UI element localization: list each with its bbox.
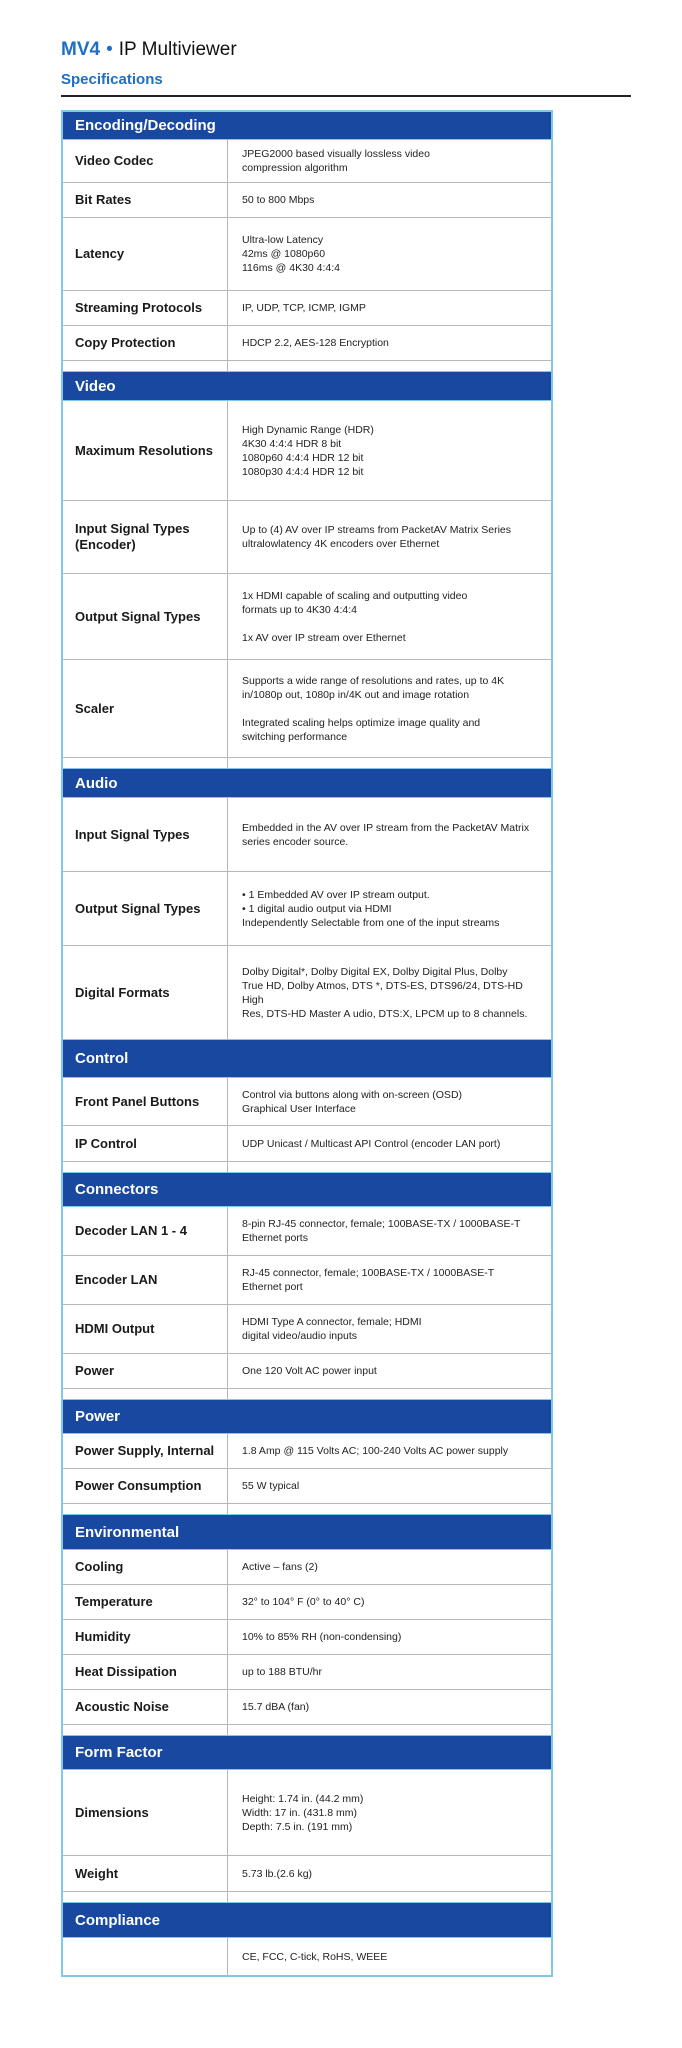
spec-value: up to 188 BTU/hr (242, 1666, 322, 1678)
spec-row (63, 872, 551, 946)
spec-row (63, 1078, 551, 1126)
spec-label (63, 1938, 228, 1975)
spec-label: Front Panel Buttons (63, 1078, 228, 1125)
spec-value: 50 to 800 Mbps (242, 194, 315, 206)
spacer-cell (63, 1725, 228, 1735)
spec-row (63, 1434, 551, 1469)
spec-value: JPEG2000 based visually lossless video compression algorithm (242, 148, 430, 174)
specifications-table (61, 110, 553, 1977)
spec-label: Encoder LAN (63, 1256, 228, 1304)
spec-value: Active – fans (2) (242, 1561, 318, 1573)
spec-value: Dolby Digital*, Dolby Digital EX, Dolby Digital Plus, Dolby True HD, Dolby Atmos, DTS *, DTS-ES, DTS96/24, DTS-HD High Res, DTS-HD Master A udio, DTS:X, LPCM up to 8 channels. (242, 965, 528, 1020)
spec-value: 1x HDMI capable of scaling and outputting video formats up to 4K30 4:4:4 1x AV over IP stream over Ethernet (242, 589, 468, 644)
section-header-connectors: Connectors (63, 1173, 551, 1207)
spec-value: Up to (4) AV over IP streams from PacketAV Matrix Series ultralowlatency 4K encoders over Ethernet (242, 524, 512, 550)
spec-label: Output Signal Types (63, 872, 228, 945)
spacer-cell (63, 1892, 228, 1902)
spec-label: Power Supply, Internal (63, 1434, 228, 1468)
section-header-compliance: Compliance (63, 1903, 551, 1938)
document-header (61, 38, 631, 89)
spacer-cell (63, 758, 228, 768)
section-header-control: Control (63, 1040, 551, 1078)
spec-row (63, 291, 551, 326)
spec-value: HDMI Type A connector, female; HDMI digital video/audio inputs (242, 1316, 422, 1342)
section-header-video: Video (63, 372, 551, 401)
spec-row (63, 1655, 551, 1690)
spec-value: CE, FCC, C-tick, RoHS, WEEE (242, 1950, 388, 1963)
spec-label: Weight (63, 1856, 228, 1891)
product-name: IP Multiviewer (118, 39, 237, 60)
spec-label: Streaming Protocols (63, 291, 228, 325)
spec-value: Ultra-low Latency 42ms @ 1080p60 116ms @ 4K30 4:4:4 (242, 234, 341, 274)
spec-row (63, 1126, 551, 1162)
section-header-form-factor: Form Factor (63, 1736, 551, 1770)
page-title (61, 38, 631, 62)
spec-label: Dimensions (63, 1770, 228, 1855)
spec-label: Input Signal Types (63, 798, 228, 871)
section-header-encoding-decoding: Encoding/Decoding (63, 112, 551, 140)
spec-label: Scaler (63, 660, 228, 757)
spacer-cell (63, 1389, 228, 1399)
spec-row (63, 1690, 551, 1725)
spec-row (63, 218, 551, 291)
spec-row (63, 183, 551, 218)
spec-value: 1.8 Amp @ 115 Volts AC; 100-240 Volts AC power supply (242, 1445, 509, 1457)
spec-value: One 120 Volt AC power input (242, 1365, 377, 1377)
section-spacer (63, 1892, 551, 1903)
spec-row (63, 798, 551, 872)
spec-label: Heat Dissipation (63, 1655, 228, 1689)
spacer-cell (63, 1162, 228, 1172)
spec-row (63, 1585, 551, 1620)
section-subtitle: Specifications (61, 71, 163, 88)
spec-row (63, 946, 551, 1040)
spec-row (63, 574, 551, 660)
spec-label: HDMI Output (63, 1305, 228, 1353)
spacer-cell (63, 361, 228, 371)
spec-label: Latency (63, 218, 228, 290)
section-spacer (63, 1389, 551, 1400)
spec-value: HDCP 2.2, AES-128 Encryption (242, 337, 389, 349)
spec-value: Height: 1.74 in. (44.2 mm) Width: 17 in. (431.8 mm) Depth: 7.5 in. (191 mm) (242, 1792, 364, 1833)
spec-label: IP Control (63, 1126, 228, 1161)
spec-row (63, 1469, 551, 1504)
spec-row (63, 1256, 551, 1305)
section-spacer (63, 1725, 551, 1736)
section-spacer (63, 361, 551, 372)
spec-label: Power (63, 1354, 228, 1388)
spec-row (63, 1354, 551, 1389)
spec-label: Bit Rates (63, 183, 228, 217)
spec-row (63, 1207, 551, 1256)
section-spacer (63, 758, 551, 769)
spacer-cell (63, 1504, 228, 1514)
title-separator: • (106, 39, 113, 60)
spec-value: IP, UDP, TCP, ICMP, IGMP (242, 302, 366, 314)
spec-value: Embedded in the AV over IP stream from the PacketAV Matrix series encoder source. (242, 821, 530, 848)
spec-value: 15.7 dBA (fan) (242, 1701, 310, 1713)
spec-value: Supports a wide range of resolutions and rates, up to 4K in/1080p out, 1080p in/4K out and image rotation Integrated scaling helps optimize image quality and switching performance (242, 674, 505, 743)
model-name: MV4 (61, 39, 101, 60)
spec-row (63, 1856, 551, 1892)
spec-label: Cooling (63, 1550, 228, 1584)
spec-value: 55 W typical (242, 1480, 300, 1492)
spec-label: Acoustic Noise (63, 1690, 228, 1724)
section-header-environmental: Environmental (63, 1515, 551, 1550)
spec-row (63, 140, 551, 183)
spec-label: Output Signal Types (63, 574, 228, 659)
spec-value: 10% to 85% RH (non-condensing) (242, 1631, 402, 1643)
spec-row (63, 1770, 551, 1856)
spec-label: Maximum Resolutions (63, 401, 228, 500)
spec-row (63, 1305, 551, 1354)
section-header-power: Power (63, 1400, 551, 1434)
spec-label: Input Signal Types (Encoder) (63, 501, 228, 573)
spec-label: Power Consumption (63, 1469, 228, 1503)
spec-row (63, 326, 551, 361)
spec-value: 5.73 lb.(2.6 kg) (242, 1867, 313, 1880)
header-divider (61, 95, 631, 97)
spec-row (63, 1938, 551, 1975)
spec-row (63, 660, 551, 758)
spec-value: 32° to 104° F (0° to 40° C) (242, 1596, 365, 1608)
spec-value: High Dynamic Range (HDR) 4K30 4:4:4 HDR 8 bit 1080p60 4:4:4 HDR 12 bit 1080p30 4:4:4 HDR 12 bit (242, 423, 374, 478)
spec-label: Video Codec (63, 140, 228, 182)
spec-row (63, 1620, 551, 1655)
spec-row (63, 401, 551, 501)
spec-label: Humidity (63, 1620, 228, 1654)
spec-row (63, 501, 551, 574)
spec-value: • 1 Embedded AV over IP stream output. • 1 digital audio output via HDMI Independently Selectable from one of the input streams (242, 888, 500, 929)
spec-value: 8-pin RJ-45 connector, female; 100BASE-TX / 1000BASE-T Ethernet ports (242, 1218, 521, 1244)
spec-value: RJ-45 connector, female; 100BASE-TX / 1000BASE-T Ethernet port (242, 1267, 495, 1293)
spec-row (63, 1550, 551, 1585)
spec-label: Copy Protection (63, 326, 228, 360)
spec-label: Digital Formats (63, 946, 228, 1039)
spec-label: Temperature (63, 1585, 228, 1619)
spec-value: UDP Unicast / Multicast API Control (encoder LAN port) (242, 1137, 501, 1150)
spec-label: Decoder LAN 1 - 4 (63, 1207, 228, 1255)
spec-value: Control via buttons along with on-screen (OSD) Graphical User Interface (242, 1088, 463, 1115)
section-spacer (63, 1504, 551, 1515)
section-header-audio: Audio (63, 769, 551, 798)
section-spacer (63, 1162, 551, 1173)
